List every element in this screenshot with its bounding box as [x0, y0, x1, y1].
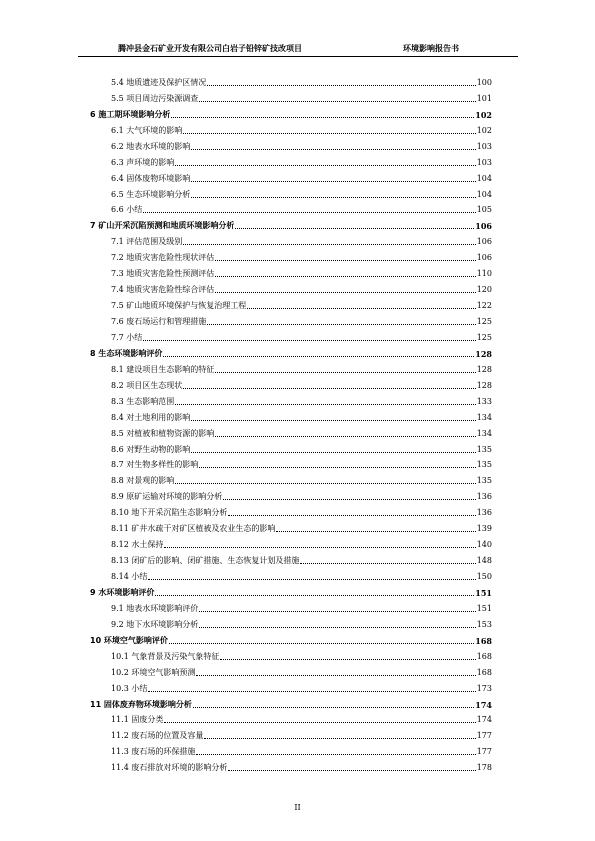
toc-chapter-entry[interactable]: [90, 694, 492, 710]
toc-dot-leader: [183, 133, 475, 134]
toc-entry-title: 6.1 大气环境的影响: [111, 125, 183, 135]
toc-entry-page: 103: [476, 141, 492, 151]
toc-entry-page: 168: [476, 667, 492, 677]
toc-section-entry[interactable]: [90, 391, 492, 407]
toc-dot-leader: [143, 340, 475, 341]
toc-entry-page: 153: [476, 619, 492, 629]
toc-dot-leader: [235, 228, 474, 229]
toc-dot-leader: [220, 659, 475, 660]
toc-entry-title: 11.4 废石排放对环境的影响分析: [111, 763, 228, 773]
toc-section-entry[interactable]: [90, 359, 492, 375]
toc-section-entry[interactable]: [90, 598, 492, 614]
toc-dot-leader: [199, 467, 475, 468]
toc-entry-page: 134: [476, 412, 492, 422]
toc-entry-page: 135: [476, 444, 492, 454]
toc-section-entry[interactable]: [90, 295, 492, 311]
toc-entry-title: 9.2 地下水环境影响分析: [111, 619, 199, 629]
toc-section-entry[interactable]: [90, 88, 492, 104]
toc-entry-page: 174: [476, 715, 492, 725]
toc-entry-page: 100: [476, 77, 492, 87]
toc-dot-leader: [143, 212, 475, 213]
toc-entry-title: 8 生态环境影响评价: [90, 348, 163, 358]
toc-entry-title: 6.5 生态环境影响分析: [111, 189, 191, 199]
toc-entry-page: 133: [476, 396, 492, 406]
toc-entry-title: 7 矿山开采沉陷预测和地质环境影响分析: [90, 221, 235, 231]
toc-entry-page: 135: [476, 476, 492, 486]
toc-entry-title: 10 环境空气影响评价: [90, 635, 168, 645]
toc-entry-title: 7.5 矿山地质环境保护与恢复治理工程: [111, 301, 247, 311]
toc-entry-title: 7.6 废石场运行和管理措施: [111, 317, 207, 326]
toc-entry-page: 136: [476, 508, 492, 518]
toc-chapter-entry[interactable]: [90, 343, 492, 359]
toc-entry-title: 7.2 地质灾害危险性现状评估: [111, 253, 215, 263]
toc-chapter-entry[interactable]: [90, 630, 492, 646]
toc-entry-title: 8.8 对景观的影响: [111, 476, 175, 486]
toc-dot-leader: [191, 181, 475, 182]
toc-entry-page: 102: [475, 109, 492, 120]
toc-dot-leader: [199, 611, 475, 612]
toc-entry-title: 6 施工期环境影响分析: [90, 109, 171, 119]
toc-section-entry[interactable]: [90, 725, 492, 741]
toc-dot-leader: [148, 579, 475, 580]
toc-entry-page: 178: [476, 763, 492, 773]
toc-entry-title: 8.14 小结: [111, 572, 148, 581]
header-project-title: 腾冲县金石矿业开发有限公司白岩子铅锌矿技改项目: [118, 44, 302, 53]
toc-entry-page: 122: [476, 301, 492, 311]
toc-section-entry[interactable]: [90, 534, 492, 550]
toc-section-entry[interactable]: [90, 710, 492, 726]
toc-entry-page: 106: [475, 221, 492, 232]
toc-section-entry[interactable]: [90, 470, 492, 486]
toc-entry-title: 5.5 项目周边污染源调查: [111, 93, 199, 103]
toc-section-entry[interactable]: [90, 279, 492, 295]
toc-entry-page: 104: [476, 189, 492, 199]
toc-section-entry[interactable]: [90, 423, 492, 439]
toc-entry-title: 8.12 水土保持: [111, 540, 164, 550]
toc-dot-leader: [175, 483, 475, 484]
toc-entry-page: 136: [476, 492, 492, 502]
page-header: [78, 42, 518, 57]
toc-entry-page: 174: [475, 699, 492, 710]
toc-dot-leader: [191, 420, 475, 421]
toc-entry-page: 128: [476, 380, 492, 390]
toc-entry-title: 10.2 环境空气影响预测: [111, 667, 196, 677]
toc-entry-title: 8.1 建设项目生态影响的特征: [111, 364, 215, 374]
toc-dot-leader: [276, 531, 475, 532]
toc-chapter-entry[interactable]: [90, 215, 492, 231]
toc-entry-page: 135: [476, 460, 492, 470]
toc-section-entry[interactable]: [90, 439, 492, 455]
toc-entry-title: 7.1 评估范围及级别: [111, 237, 183, 247]
toc-dot-leader: [196, 675, 475, 676]
toc-entry-title: 7.3 地质灾害危险性预测评估: [111, 269, 215, 279]
toc-dot-leader: [204, 738, 475, 739]
toc-entry-title: 8.3 生态影响范围: [111, 396, 175, 406]
toc-section-entry[interactable]: [90, 550, 492, 566]
toc-dot-leader: [193, 707, 474, 708]
toc-section-entry[interactable]: [90, 72, 492, 88]
toc-section-entry[interactable]: [90, 502, 492, 518]
toc-entry-title: 6.4 固体废物环境影响: [111, 173, 191, 183]
toc-entry-page: 140: [476, 540, 492, 550]
toc-section-entry[interactable]: [90, 614, 492, 630]
toc-entry-title: 8.5 对植被和植物资源的影响: [111, 428, 215, 438]
toc-entry-title: 8.2 项目区生态现状: [111, 380, 183, 390]
toc-entry-title: 5.4 地质遗迹及保护区情况: [111, 77, 207, 87]
toc-dot-leader: [169, 643, 474, 644]
toc-dot-leader: [228, 770, 475, 771]
toc-entry-title: 11.2 废石场的位置及容量: [111, 731, 204, 741]
toc-section-entry[interactable]: [90, 136, 492, 152]
toc-section-entry[interactable]: [90, 757, 492, 773]
toc-dot-leader: [155, 595, 474, 596]
toc-dot-leader: [164, 722, 475, 723]
toc-entry-page: 134: [476, 428, 492, 438]
toc-entry-title: 8.13 闭矿后的影响、闭矿措施、生态恢复计划及措施: [111, 556, 300, 566]
toc-entry-page: 106: [476, 237, 492, 247]
toc-section-entry[interactable]: [90, 311, 492, 327]
toc-dot-leader: [183, 388, 475, 389]
toc-entry-title: 9 水环境影响评价: [90, 587, 155, 597]
toc-entry-page: 150: [476, 572, 492, 581]
toc-section-entry[interactable]: [90, 566, 492, 582]
toc-entry-page: 104: [476, 173, 492, 183]
toc-entry-title: 11.3 废石场的环保措施: [111, 747, 196, 757]
toc-entry-page: 128: [476, 364, 492, 374]
toc-entry-title: 8.11 矿井水疏干对矿区植被及农业生态的影响: [111, 524, 276, 534]
toc-dot-leader: [163, 356, 474, 357]
toc-dot-leader: [191, 452, 475, 453]
toc-entry-page: 168: [476, 651, 492, 661]
toc-section-entry[interactable]: [90, 263, 492, 279]
toc-dot-leader: [215, 372, 475, 373]
toc-entry-title: 9.1 地表水环境影响评价: [111, 603, 199, 613]
toc-section-entry[interactable]: [90, 486, 492, 502]
toc-entry-title: 8.10 地下开采沉陷生态影响分析: [111, 508, 228, 518]
toc-section-entry[interactable]: [90, 231, 492, 247]
toc-section-entry[interactable]: [90, 455, 492, 471]
toc-entry-title: 7.4 地质灾害危险性综合评估: [111, 285, 215, 295]
toc-section-entry[interactable]: [90, 407, 492, 423]
toc-entry-page: 110: [476, 269, 492, 279]
toc-dot-leader: [148, 691, 475, 692]
toc-section-entry[interactable]: [90, 327, 492, 343]
toc-dot-leader: [215, 436, 475, 437]
toc-dot-leader: [207, 324, 475, 325]
toc-entry-page: 101: [476, 93, 492, 103]
toc-entry-page: 173: [476, 683, 492, 693]
toc-dot-leader: [223, 499, 475, 500]
toc-entry-title: 7.7 小结: [111, 332, 143, 342]
toc-entry-page: 125: [476, 317, 492, 326]
toc-section-entry[interactable]: [90, 518, 492, 534]
toc-section-entry[interactable]: [90, 741, 492, 757]
toc-dot-leader: [199, 627, 475, 628]
toc-entry-page: 177: [476, 747, 492, 757]
toc-section-entry[interactable]: [90, 678, 492, 694]
toc-dot-leader: [164, 547, 475, 548]
toc-entry-title: 11 固体废弃物环境影响分析: [90, 699, 192, 709]
toc-entry-page: 103: [476, 157, 492, 167]
toc-section-entry[interactable]: [90, 184, 492, 200]
toc-chapter-entry[interactable]: [90, 582, 492, 598]
toc-entry-title: 8.6 对野生动物的影响: [111, 444, 191, 454]
toc-dot-leader: [175, 404, 475, 405]
toc-dot-leader: [171, 117, 474, 118]
toc-section-entry[interactable]: [90, 168, 492, 184]
toc-chapter-entry[interactable]: [90, 104, 492, 120]
header-document-type: 环境影响报告书: [403, 44, 459, 53]
toc-entry-page: 102: [476, 125, 492, 135]
page-number: II: [294, 803, 301, 812]
toc-entry-page: 151: [476, 603, 492, 613]
toc-dot-leader: [247, 308, 475, 309]
toc-entry-title: 6.3 声环境的影响: [111, 157, 175, 167]
toc-entry-title: 10.1 气象背景及污染气象特征: [111, 651, 220, 661]
toc-section-entry[interactable]: [90, 375, 492, 391]
toc-section-entry[interactable]: [90, 247, 492, 263]
toc-entry-page: 148: [476, 556, 492, 566]
toc-entry-title: 11.1 固废分类: [111, 715, 164, 725]
toc-dot-leader: [207, 85, 475, 86]
toc-dot-leader: [196, 754, 475, 755]
toc-entry-title: 8.9 原矿运输对环境的影响分析: [111, 492, 223, 502]
toc-entry-title: 8.4 对土地利用的影响: [111, 412, 191, 422]
toc-dot-leader: [215, 260, 475, 261]
toc-entry-title: 6.6 小结: [111, 205, 143, 215]
toc-entry-page: 177: [476, 731, 492, 741]
toc-section-entry[interactable]: [90, 120, 492, 136]
toc-entry-page: 125: [476, 332, 492, 342]
toc-entry-page: 106: [476, 253, 492, 263]
toc-section-entry[interactable]: [90, 200, 492, 216]
toc-entry-page: 139: [476, 524, 492, 534]
toc-entry-page: 151: [475, 587, 492, 598]
toc-entry-page: 128: [475, 348, 492, 359]
toc-dot-leader: [215, 276, 475, 277]
toc-entry-page: 168: [475, 635, 492, 646]
toc-entry-page: 105: [476, 205, 492, 215]
toc-dot-leader: [175, 165, 475, 166]
toc-entry-page: 120: [476, 285, 492, 295]
toc-dot-leader: [191, 197, 475, 198]
toc-entry-title: 6.2 地表水环境的影响: [111, 141, 191, 151]
toc-dot-leader: [300, 563, 475, 564]
toc-dot-leader: [215, 292, 475, 293]
toc-section-entry[interactable]: [90, 646, 492, 662]
toc-entry-title: 8.7 对生物多样性的影响: [111, 460, 199, 470]
toc-dot-leader: [191, 149, 475, 150]
toc-dot-leader: [183, 244, 475, 245]
toc-section-entry[interactable]: [90, 152, 492, 168]
table-of-contents: [90, 72, 492, 773]
toc-dot-leader: [228, 515, 475, 516]
toc-dot-leader: [199, 101, 475, 102]
toc-section-entry[interactable]: [90, 662, 492, 678]
toc-entry-title: 10.3 小结: [111, 683, 148, 693]
